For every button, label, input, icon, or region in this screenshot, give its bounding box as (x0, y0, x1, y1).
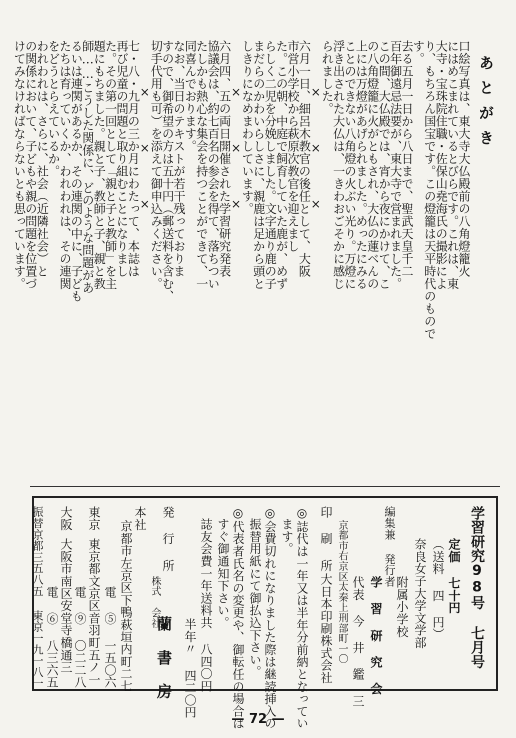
price: 定価 七十円 (447, 538, 461, 614)
body-column: 市営小学校から萩原次教官を迎えまし (286, 40, 300, 253)
transfer-account: 振替京都三五八五 東京一九一八一 (31, 506, 44, 689)
issue-month: 七月号 (469, 626, 485, 669)
printer-name: 大日本印刷株式会社 (319, 573, 333, 684)
body-column: 同喜んでおります。 (183, 40, 198, 153)
body-column: すので、御希望の方は五十円（郵送料を含む、 (160, 40, 175, 303)
section-title: あとがき (477, 55, 495, 155)
body-column: にはめこまれているとびらです。これは、東 (445, 40, 460, 290)
body-column: 百年御遠忌法要が、東大寺で営まれました。 (388, 40, 403, 290)
body-column: た。この朝、中庭で飼育していた鹿が、めず (274, 40, 289, 290)
body-column: まだらのかわいらしさに、親鹿は足から頭と (251, 40, 266, 290)
body-column: 再び児童の問題と取り組むことになりまし (115, 40, 129, 278)
osaka-label: 大阪 (59, 506, 73, 531)
body-column: り、もちろん国宝です。この燈籠は天平時代のもので (422, 40, 437, 340)
note-1: ◎誌代は一年又は半年分前納となってい (295, 506, 309, 730)
body-column: をどうとらえているか。 (46, 40, 61, 178)
printer-address: 京都市右京区太秦上刑部町一〇 (336, 520, 347, 665)
editor-name: 学 習 研 究 会 (369, 576, 383, 695)
publisher-type: 株式 会社 (149, 576, 160, 629)
body-column: 協議会は、約七百名の参会を得て、落ちつい (206, 40, 221, 290)
head-office-address: 京都市左京区下鴨萩垣内町二七 (119, 520, 133, 693)
body-column: す。 (411, 40, 426, 65)
body-column: 浮き出された大仏は、一きわおごそかに感じ (331, 40, 346, 290)
note-7: 誌友会費一年送料共 八四〇円 (199, 518, 213, 693)
body-column: 切手代用も可）を添えて御申込みください。 (149, 40, 164, 290)
body-column: られました。 (320, 40, 335, 115)
body-column: 六月四、五の両日開催された学習研究発表 (217, 40, 232, 278)
postage: （送料 四 円） (431, 538, 445, 641)
body-column: の関係において、子どもや親の問題を位置づ (23, 40, 38, 290)
body-column: 口絵写真は、東大寺大仏殿前の八角燈籠火 (457, 40, 471, 278)
body-column: た。その第一回として「親と子と教師」を主 (103, 40, 118, 290)
editor-label: 編集兼 発行者 (383, 506, 396, 588)
representative: 代表 今 井 鑑 三 (351, 576, 365, 707)
body-column: この間、大仏殿では、宵から夜にかけて、こ (377, 40, 392, 290)
body-column: けてみなければならないとも思っています。 (12, 40, 27, 290)
body-column: らしく二児を分娩しました。文字通り鹿の子 (263, 40, 278, 290)
head-office-label: 本社 (133, 506, 147, 531)
body-column: 師……こうした関係に、どのような問題があ (80, 40, 95, 294)
tokyo-phone: 電 ⑨ 〇二二八 (73, 586, 87, 689)
body-column: しきりになめまわしています。 (240, 40, 255, 215)
body-column: 大寺・宝珠院住職・佐保山堯海氏の撮影によ (434, 40, 449, 290)
osaka-phone: 電 ⑥ 八三六五 (45, 586, 59, 689)
publisher-name: 蘭 書 房 (155, 616, 173, 699)
page-number: — 72 — (231, 712, 285, 727)
body-column: 六月一日、細呂木教官の後任として、大阪 (297, 40, 312, 278)
body-column: るいは連関があるか、その連関の中に、子ども (69, 40, 84, 303)
tokyo-address: 東京都文京区音羽町五ノ一 (87, 538, 101, 686)
body-column: 去る五月一日から八日まで、聖武天皇千二 (400, 40, 414, 278)
body-column: 題にもちました。親と子、教師と子、親と教 (92, 40, 107, 290)
note-4: 振替用紙にて御払込下さい。 (248, 518, 262, 678)
note-5: ◎代表者氏名の変更や、御転任の場合は (231, 506, 245, 730)
note-3: ◎会費切れになりました際は継読挿入の (263, 506, 277, 730)
head-office-phone: 電 ⑤ 一五〇六 (103, 586, 117, 689)
body-column: たちは育っていくか、われわれは、その連関 (58, 40, 72, 290)
publisher-label: 発 行 所 (161, 506, 175, 572)
body-column: 七・八・九月の三か月にわたって、本誌は (126, 40, 141, 278)
note-6: すぐ御通知下さい。 (216, 518, 230, 629)
body-column: の八角燈籠に火がともされ、大仏の蓮ベんの (365, 40, 380, 290)
osaka-address: 大阪市南区安堂寺橋通三 (59, 538, 73, 674)
section-separator: × × × (229, 85, 243, 225)
body-column: 上には万燈があげられました。めったにみる (354, 40, 369, 290)
body-column: われわれは、さらに、社会（近隣社会）と (35, 40, 50, 278)
printer-label: 印 刷 所 (319, 506, 333, 572)
magazine-title: 学習研究98号 (469, 506, 485, 611)
tokyo-label: 東京 (87, 506, 101, 531)
editor-org: 奈良女子大学文学部 (413, 538, 427, 649)
body-column: なお、当日のテキストが若干残っておりま (172, 40, 186, 278)
section-separator: × × × (308, 85, 323, 225)
note-8: 半年〃 四二〇円 (183, 618, 197, 719)
section-separator: × × × (137, 85, 152, 225)
body-column: ことのできない八角燈の火ぶい光り。万燈に (343, 40, 357, 290)
note-2: ます。 (280, 518, 294, 555)
divider (30, 486, 500, 487)
editor-org2: 附属小学校 (395, 576, 409, 638)
body-column: たしかも熱心な集会を持つことができて、一 (194, 40, 209, 290)
